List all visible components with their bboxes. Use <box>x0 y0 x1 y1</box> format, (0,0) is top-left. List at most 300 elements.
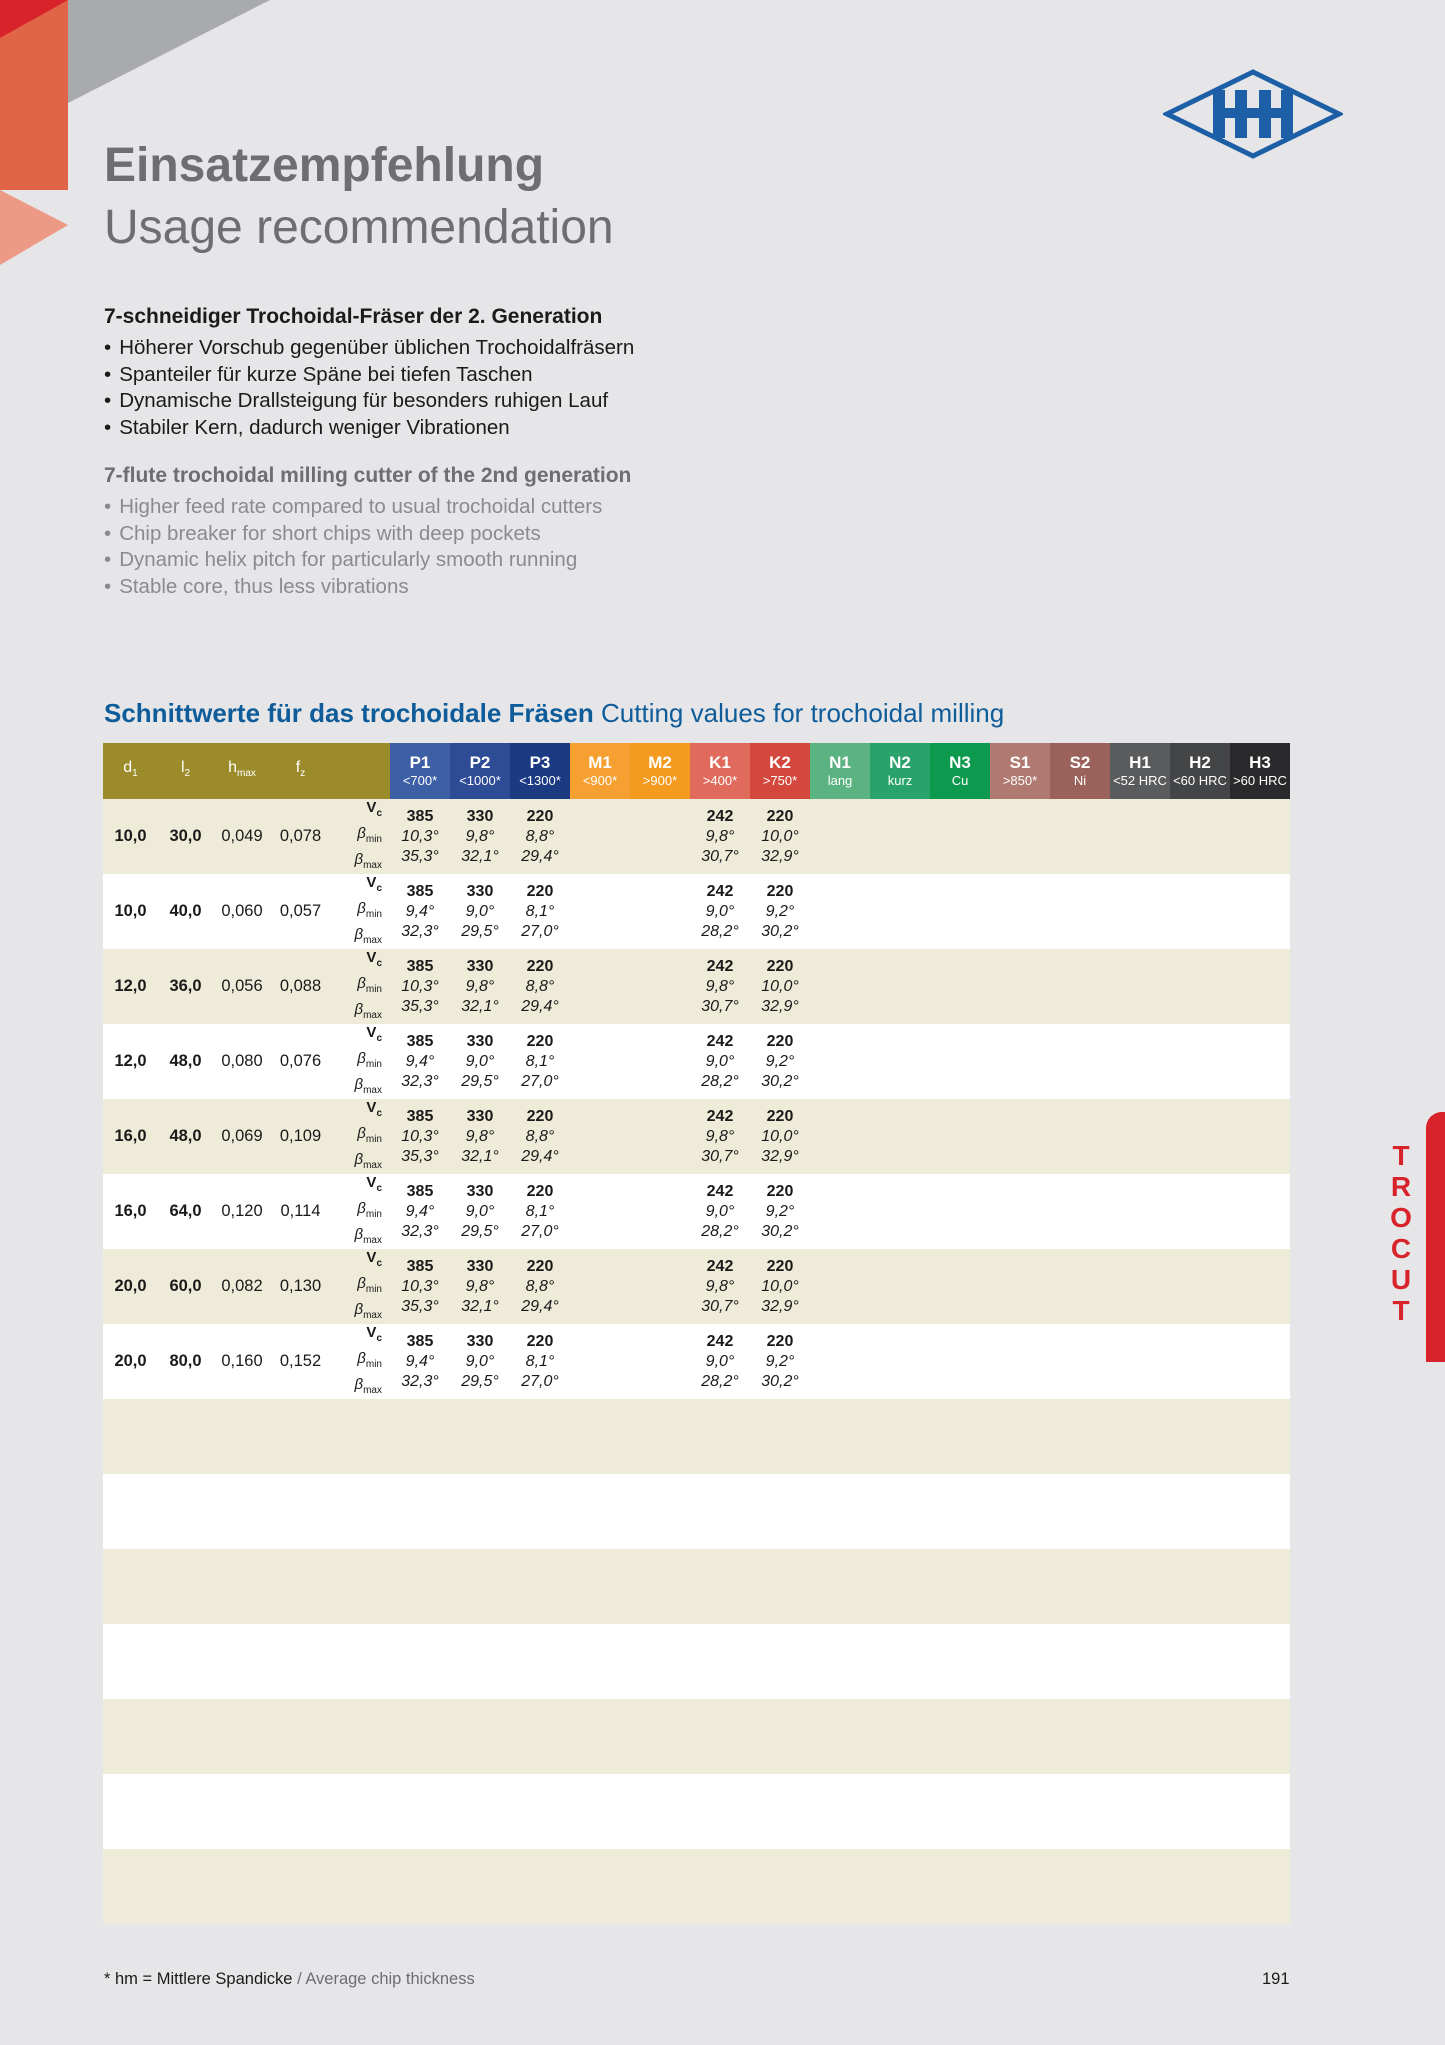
value-cell-n3 <box>930 799 990 874</box>
param-subscript: max <box>363 1384 382 1396</box>
cell-d1: 16,0 <box>114 1127 147 1145</box>
param-label-bmin <box>357 1049 382 1075</box>
value-beta-max: 35,3° <box>401 1147 439 1165</box>
value-beta-min: 10,0° <box>761 977 799 995</box>
value-cell-k1 <box>690 1099 750 1174</box>
value-cell-p2 <box>450 799 510 874</box>
param-subscript: max <box>363 859 382 871</box>
cell-d1: 20,0 <box>114 1277 147 1295</box>
value-beta-max: 32,1° <box>461 1147 499 1165</box>
value-cell-m2 <box>630 1249 690 1324</box>
value-beta-max: 28,2° <box>701 1372 739 1390</box>
footnote <box>104 1970 475 1989</box>
material-code: P2 <box>469 753 491 772</box>
header-subscript: z <box>300 768 306 780</box>
value-cell-h2 <box>1170 874 1230 949</box>
value-vc: 220 <box>526 1257 554 1275</box>
value-beta-max: 35,3° <box>401 1297 439 1315</box>
feature-item: • Dynamische Drallsteigung für besonders ruhigen Lauf <box>104 388 1004 415</box>
value-cell-k1 <box>690 1174 750 1249</box>
value-cell-m2 <box>630 1174 690 1249</box>
param-labels <box>330 1324 390 1399</box>
value-beta-min: 8,8° <box>525 1277 555 1295</box>
value-beta-max: 29,5° <box>461 1222 499 1240</box>
table-row <box>103 799 1290 874</box>
value-beta-min: 9,2° <box>765 1052 795 1070</box>
feature-list-de <box>104 335 1004 441</box>
material-code: H3 <box>1249 753 1271 772</box>
value-cell-k1 <box>690 1249 750 1324</box>
header-cell-label <box>123 758 137 784</box>
material-spec: <52 HRC <box>1113 773 1167 788</box>
cell-fz: 0,152 <box>279 1352 322 1370</box>
value-cell-k1 <box>690 799 750 874</box>
value-vc: 242 <box>706 957 734 975</box>
value-cell-k2 <box>750 799 810 874</box>
value-vc: 330 <box>466 1182 494 1200</box>
value-cell-h1 <box>1110 1249 1170 1324</box>
value-beta-min: 8,8° <box>525 1127 555 1145</box>
value-cell-p2 <box>450 949 510 1024</box>
value-cell-m1 <box>570 1024 630 1099</box>
value-cell-n1 <box>810 1174 870 1249</box>
value-beta-min: 9,0° <box>465 1352 495 1370</box>
description-en <box>104 464 1004 600</box>
material-spec: Cu <box>951 773 969 788</box>
value-cell-h3 <box>1230 1024 1290 1099</box>
value-beta-max: 27,0° <box>521 1372 559 1390</box>
param-labels <box>330 799 390 874</box>
value-beta-min: 9,2° <box>765 902 795 920</box>
value-vc: 385 <box>406 1332 434 1350</box>
material-spec: <1000* <box>459 773 501 788</box>
value-beta-max: 28,2° <box>701 1222 739 1240</box>
value-cell-s1 <box>990 1024 1050 1099</box>
value-cell-n2 <box>870 799 930 874</box>
value-cell-p3 <box>510 1024 570 1099</box>
material-spec: >850* <box>1002 773 1038 788</box>
header-symbol: f <box>295 758 301 776</box>
material-header-p3 <box>510 743 570 799</box>
value-beta-min: 8,8° <box>525 977 555 995</box>
value-cell-h3 <box>1230 799 1290 874</box>
value-cell-h2 <box>1170 1099 1230 1174</box>
param-label-vc <box>366 873 382 899</box>
param-subscript: min <box>365 1358 382 1370</box>
material-spec: <60 HRC <box>1173 773 1227 788</box>
param-symbol: β <box>354 1000 364 1018</box>
value-beta-max: 30,2° <box>761 922 799 940</box>
footnote-en: / Average chip thickness <box>297 1970 475 1988</box>
value-beta-min: 10,3° <box>401 827 439 845</box>
param-label-bmin <box>357 899 382 925</box>
param-subscript: max <box>363 1084 382 1096</box>
value-cell-h2 <box>1170 1324 1230 1399</box>
value-beta-max: 32,3° <box>401 1072 439 1090</box>
param-label-vc <box>366 1248 382 1274</box>
value-cell-n3 <box>930 1174 990 1249</box>
page-number: 191 <box>1262 1970 1290 1988</box>
param-symbol: V <box>366 1098 377 1116</box>
param-subscript: min <box>365 983 382 995</box>
param-label-bmin <box>357 1199 382 1225</box>
value-beta-max: 30,7° <box>701 1147 739 1165</box>
value-vc: 242 <box>706 1332 734 1350</box>
param-labels <box>330 1174 390 1249</box>
header-cell-fz <box>271 743 330 799</box>
value-cell-p3 <box>510 799 570 874</box>
param-subscript: min <box>365 908 382 920</box>
value-beta-min: 8,1° <box>525 902 555 920</box>
material-header-p1 <box>390 743 450 799</box>
value-cell-m2 <box>630 1099 690 1174</box>
value-cell-n1 <box>810 799 870 874</box>
param-symbol: V <box>366 1173 377 1191</box>
value-beta-min: 9,8° <box>705 1277 735 1295</box>
cell-hmax: 0,049 <box>221 827 263 845</box>
value-beta-max: 32,3° <box>401 922 439 940</box>
value-cell-h1 <box>1110 949 1170 1024</box>
value-cell-p3 <box>510 1099 570 1174</box>
value-beta-min: 9,8° <box>705 827 735 845</box>
value-beta-min: 10,0° <box>761 1127 799 1145</box>
value-vc: 220 <box>766 1182 794 1200</box>
value-cell-n3 <box>930 949 990 1024</box>
param-symbol: β <box>354 1150 364 1168</box>
value-vc: 220 <box>526 957 554 975</box>
value-beta-max: 35,3° <box>401 997 439 1015</box>
material-code: N2 <box>889 753 911 772</box>
value-cell-p3 <box>510 1324 570 1399</box>
material-header-k1 <box>690 743 750 799</box>
value-beta-min: 9,8° <box>705 977 735 995</box>
value-cell-m2 <box>630 1324 690 1399</box>
value-beta-min: 10,3° <box>401 977 439 995</box>
value-cell-n3 <box>930 874 990 949</box>
cell-fz: 0,088 <box>279 977 322 995</box>
value-cell-p3 <box>510 1174 570 1249</box>
value-cell-k2 <box>750 949 810 1024</box>
param-subscript: c <box>376 1182 382 1194</box>
param-symbol: β <box>354 1375 364 1393</box>
param-symbol: β <box>357 1124 366 1142</box>
value-vc: 220 <box>766 957 794 975</box>
value-beta-min: 10,3° <box>401 1127 439 1145</box>
value-beta-max: 28,2° <box>701 1072 739 1090</box>
material-code: S2 <box>1069 753 1091 772</box>
cell-d1: 12,0 <box>114 977 147 995</box>
value-cell-h2 <box>1170 1249 1230 1324</box>
value-vc: 330 <box>466 1032 494 1050</box>
value-vc: 220 <box>766 1032 794 1050</box>
material-header-s1 <box>990 743 1050 799</box>
value-cell-k2 <box>750 1249 810 1324</box>
cell-l2: 40,0 <box>169 902 202 920</box>
value-beta-max: 30,7° <box>701 847 739 865</box>
cell-l2: 64,0 <box>169 1202 202 1220</box>
param-symbol: V <box>366 1023 377 1041</box>
value-cell-p1 <box>390 1099 450 1174</box>
material-header-n3 <box>930 743 990 799</box>
value-beta-max: 29,4° <box>521 997 559 1015</box>
value-cell-h2 <box>1170 1174 1230 1249</box>
value-vc: 330 <box>466 1257 494 1275</box>
value-cell-p1 <box>390 1024 450 1099</box>
cell-l2: 30,0 <box>169 827 202 845</box>
value-beta-min: 9,8° <box>465 1277 495 1295</box>
value-cell-s1 <box>990 1174 1050 1249</box>
value-cell-h1 <box>1110 1324 1170 1399</box>
param-label-vc <box>366 1173 382 1199</box>
value-vc: 330 <box>466 1332 494 1350</box>
cell-hmax: 0,060 <box>221 902 263 920</box>
value-vc: 242 <box>706 807 734 825</box>
value-cell-h1 <box>1110 1024 1170 1099</box>
param-subscript: min <box>365 1283 382 1295</box>
value-cell-h2 <box>1170 799 1230 874</box>
param-label-bmin <box>357 824 382 850</box>
value-cell-p1 <box>390 949 450 1024</box>
material-header-h2 <box>1170 743 1230 799</box>
value-cell-m1 <box>570 1324 630 1399</box>
value-beta-max: 27,0° <box>521 1072 559 1090</box>
value-cell-p1 <box>390 1324 450 1399</box>
value-cell-s2 <box>1050 1324 1110 1399</box>
value-beta-min: 8,1° <box>525 1202 555 1220</box>
value-cell-h3 <box>1230 874 1290 949</box>
value-beta-max: 32,9° <box>761 1297 799 1315</box>
value-cell-n1 <box>810 1249 870 1324</box>
cell-hmax: 0,056 <box>221 977 263 995</box>
value-cell-n1 <box>810 1024 870 1099</box>
param-label-vc <box>366 948 382 974</box>
cutting-values-table <box>103 743 1290 1924</box>
value-beta-min: 9,0° <box>465 902 495 920</box>
side-tab-label <box>1388 1140 1414 1326</box>
material-spec: <1300* <box>519 773 561 788</box>
param-subscript: c <box>376 807 382 819</box>
side-tab-letter: R <box>1390 1171 1412 1202</box>
value-cell-p1 <box>390 874 450 949</box>
value-cell-k1 <box>690 1324 750 1399</box>
cell-hmax: 0,082 <box>221 1277 263 1295</box>
value-beta-max: 35,3° <box>401 847 439 865</box>
value-cell-n3 <box>930 1024 990 1099</box>
value-vc: 330 <box>466 882 494 900</box>
value-vc: 220 <box>526 1032 554 1050</box>
param-labels <box>330 949 390 1024</box>
material-code: H2 <box>1189 753 1211 772</box>
value-cell-n2 <box>870 874 930 949</box>
value-vc: 330 <box>466 1107 494 1125</box>
material-spec: kurz <box>887 773 913 788</box>
cell-fz: 0,076 <box>279 1052 322 1070</box>
value-cell-p3 <box>510 949 570 1024</box>
value-cell-k2 <box>750 1024 810 1099</box>
value-cell-m2 <box>630 1024 690 1099</box>
value-vc: 220 <box>526 882 554 900</box>
value-cell-n2 <box>870 1324 930 1399</box>
value-vc: 242 <box>706 1257 734 1275</box>
cell-hmax: 0,069 <box>221 1127 263 1145</box>
value-beta-min: 9,8° <box>465 977 495 995</box>
value-cell-p2 <box>450 1324 510 1399</box>
param-symbol: V <box>366 798 377 816</box>
page-title-en: Usage recommendation <box>104 201 614 254</box>
value-beta-min: 10,0° <box>761 1277 799 1295</box>
header-symbol: l <box>180 758 185 776</box>
param-subscript: c <box>376 1107 382 1119</box>
param-subscript: max <box>363 1309 382 1321</box>
value-vc: 220 <box>526 807 554 825</box>
param-label-bmin <box>357 1124 382 1150</box>
param-subscript: c <box>376 1332 382 1344</box>
value-cell-s2 <box>1050 1249 1110 1324</box>
header-cell-label <box>228 758 256 784</box>
value-beta-min: 9,4° <box>405 1352 435 1370</box>
value-cell-n2 <box>870 1174 930 1249</box>
value-vc: 385 <box>406 957 434 975</box>
value-cell-p2 <box>450 1249 510 1324</box>
value-cell-m1 <box>570 949 630 1024</box>
param-label-vc <box>366 798 382 824</box>
table-empty-row <box>103 1774 1290 1849</box>
value-beta-max: 32,1° <box>461 847 499 865</box>
value-cell-k2 <box>750 1174 810 1249</box>
material-spec: >400* <box>702 773 738 788</box>
description-heading-en: 7-flute trochoidal milling cutter of the 2nd generation <box>104 464 632 487</box>
value-cell-s2 <box>1050 874 1110 949</box>
value-cell-m1 <box>570 1174 630 1249</box>
cell-d1: 10,0 <box>114 902 147 920</box>
value-cell-k1 <box>690 949 750 1024</box>
value-cell-n2 <box>870 1024 930 1099</box>
value-cell-m1 <box>570 874 630 949</box>
param-symbol: β <box>357 1049 366 1067</box>
value-vc: 220 <box>526 1332 554 1350</box>
param-subscript: min <box>365 1058 382 1070</box>
value-vc: 220 <box>766 1257 794 1275</box>
value-beta-min: 10,3° <box>401 1277 439 1295</box>
value-cell-s2 <box>1050 1024 1110 1099</box>
table-title-de: Schnittwerte für das trochoidale Fräsen <box>104 698 594 728</box>
value-beta-min: 9,2° <box>765 1202 795 1220</box>
cell-hmax: 0,160 <box>221 1352 263 1370</box>
param-symbol: β <box>354 850 364 868</box>
param-subscript: c <box>376 882 382 894</box>
table-title-en: Cutting values for trochoidal milling <box>601 698 1005 728</box>
value-cell-p1 <box>390 799 450 874</box>
value-cell-h1 <box>1110 799 1170 874</box>
cell-l2: 36,0 <box>169 977 202 995</box>
value-cell-h3 <box>1230 1249 1290 1324</box>
value-beta-max: 29,5° <box>461 922 499 940</box>
param-subscript: max <box>363 1159 382 1171</box>
param-symbol: β <box>354 1075 364 1093</box>
value-beta-min: 9,8° <box>705 1127 735 1145</box>
cell-d1: 12,0 <box>114 1052 147 1070</box>
value-vc: 385 <box>406 807 434 825</box>
material-code: P1 <box>409 753 431 772</box>
header-subscript: max <box>237 768 256 780</box>
value-vc: 242 <box>706 1032 734 1050</box>
header-cell-l2 <box>158 743 213 799</box>
header-cell-d1 <box>103 743 158 799</box>
param-label-vc <box>366 1323 382 1349</box>
material-header-h3 <box>1230 743 1290 799</box>
value-beta-max: 29,4° <box>521 847 559 865</box>
param-symbol: β <box>354 925 364 943</box>
feature-list-en <box>104 494 1004 600</box>
side-tab-letter: U <box>1390 1264 1412 1295</box>
value-cell-h3 <box>1230 1324 1290 1399</box>
table-row <box>103 949 1290 1024</box>
value-beta-min: 9,4° <box>405 1052 435 1070</box>
header-cell-label <box>181 758 190 784</box>
description-heading-de: 7-schneidiger Trochoidal-Fräser der 2. Generation <box>104 305 603 328</box>
value-cell-k2 <box>750 1324 810 1399</box>
cell-d1: 16,0 <box>114 1202 147 1220</box>
param-subscript: max <box>363 1234 382 1246</box>
param-symbol: β <box>354 1300 364 1318</box>
value-vc: 330 <box>466 807 494 825</box>
cell-fz: 0,057 <box>279 902 322 920</box>
value-cell-m1 <box>570 799 630 874</box>
value-cell-h3 <box>1230 1099 1290 1174</box>
value-cell-n2 <box>870 949 930 1024</box>
param-symbol: β <box>357 974 366 992</box>
table-title <box>104 698 1004 729</box>
feature-item: • Stable core, thus less vibrations <box>104 574 1004 601</box>
material-code: P3 <box>529 753 551 772</box>
value-cell-k2 <box>750 874 810 949</box>
value-cell-s1 <box>990 1249 1050 1324</box>
value-cell-k1 <box>690 874 750 949</box>
value-cell-k2 <box>750 1099 810 1174</box>
feature-item: • Stabiler Kern, dadurch weniger Vibrationen <box>104 415 1004 442</box>
value-vc: 385 <box>406 1257 434 1275</box>
param-labels <box>330 1024 390 1099</box>
material-code: K2 <box>769 753 791 772</box>
value-cell-p1 <box>390 1249 450 1324</box>
value-beta-min: 9,0° <box>465 1202 495 1220</box>
value-cell-s2 <box>1050 1174 1110 1249</box>
company-logo <box>1163 68 1343 160</box>
value-beta-min: 9,0° <box>705 902 735 920</box>
value-cell-s1 <box>990 1099 1050 1174</box>
param-label-bmin <box>357 974 382 1000</box>
value-cell-n1 <box>810 874 870 949</box>
value-beta-max: 32,9° <box>761 847 799 865</box>
value-cell-p2 <box>450 1174 510 1249</box>
value-beta-max: 27,0° <box>521 1222 559 1240</box>
value-cell-n2 <box>870 1249 930 1324</box>
value-beta-min: 10,0° <box>761 827 799 845</box>
material-spec: <700* <box>402 773 438 788</box>
value-cell-p2 <box>450 1099 510 1174</box>
cell-l2: 80,0 <box>169 1352 202 1370</box>
table-row <box>103 1024 1290 1099</box>
table-header-row <box>103 743 1290 799</box>
param-symbol: β <box>357 1349 366 1367</box>
value-cell-s1 <box>990 799 1050 874</box>
header-symbol: h <box>228 758 237 776</box>
value-vc: 385 <box>406 1182 434 1200</box>
header-cell-hmax <box>213 743 271 799</box>
value-vc: 220 <box>526 1107 554 1125</box>
cell-hmax: 0,080 <box>221 1052 263 1070</box>
param-symbol: V <box>366 1248 377 1266</box>
